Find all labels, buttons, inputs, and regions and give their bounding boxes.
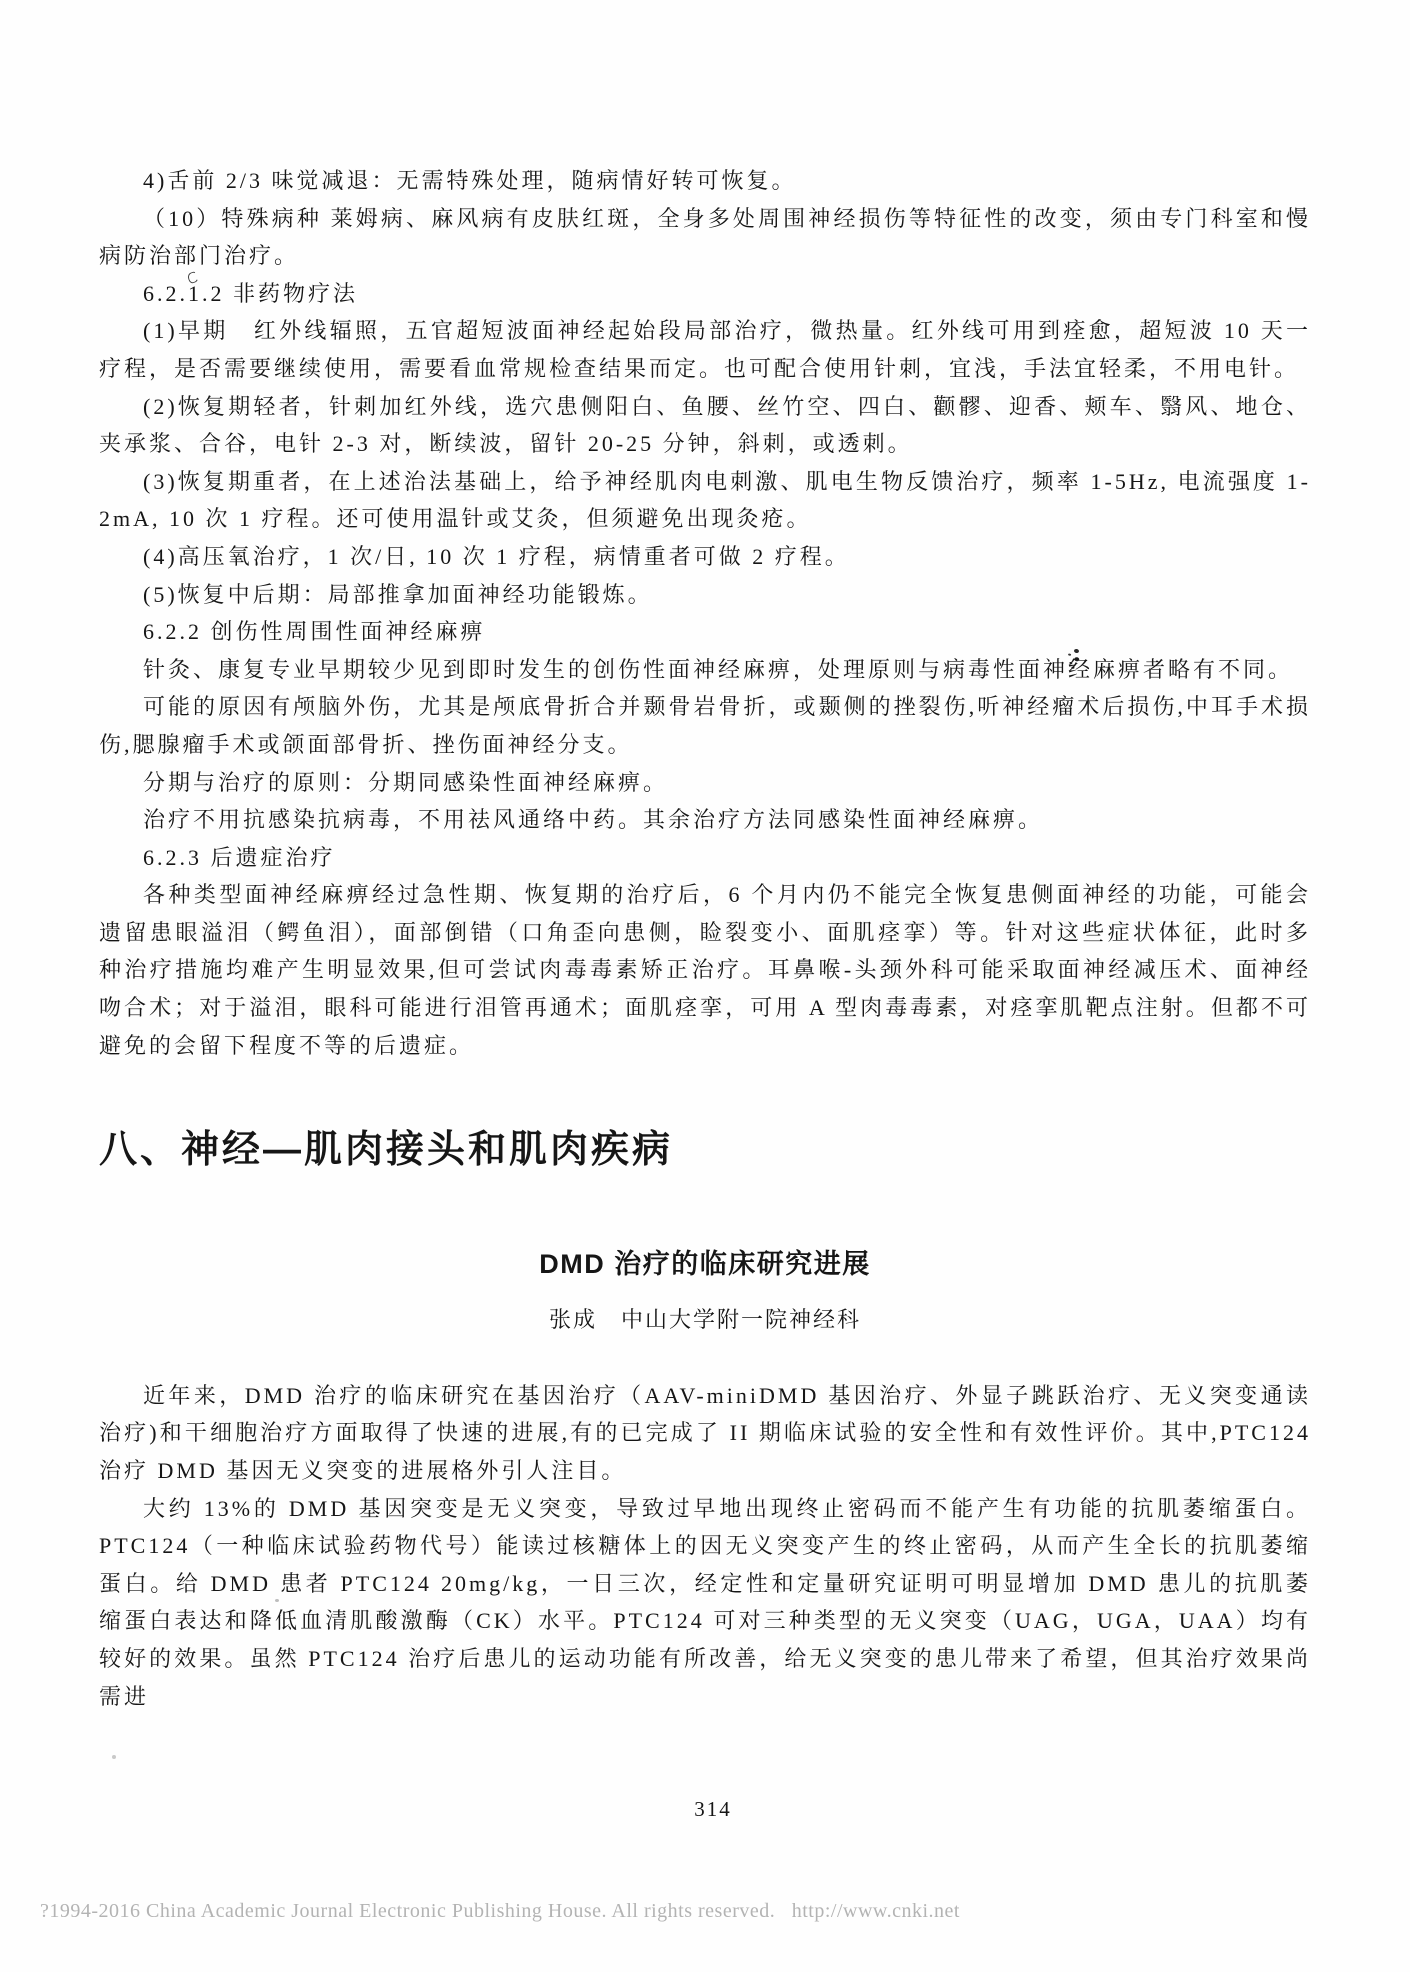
chapter-heading: 八、神经—肌肉接头和肌肉疾病 — [99, 1129, 674, 1172]
ink-smudge-artifact — [1066, 646, 1090, 674]
paragraph: 4)舌前 2/3 味觉减退：无需特殊处理，随病情好转可恢复。 — [143, 168, 797, 193]
faint-dot-artifact — [275, 1599, 279, 1602]
paragraph: 6.2.1.2 非药物疗法 — [143, 280, 359, 306]
paragraph: 分期与治疗的原则：分期同感染性面神经麻痹。 — [143, 769, 669, 795]
text-column — [99, 0, 1311, 1715]
paragraph: 6.2.3 后遗症治疗 — [143, 844, 336, 870]
treatment-section — [99, 162, 1311, 1064]
paragraph: (3)恢复期重者，在上述治法基础上，给予神经肌肉电刺激、肌电生物反馈治疗，频率 1-5Hz, 电流强度 1-2mA, 10 次 1 疗程。还可使用温针或艾灸，但须避免出现灸疮。 — [99, 468, 1311, 532]
paragraph: 近年来，DMD 治疗的临床研究在基因治疗（AAV-miniDMD 基因治疗、外显子跳跃治疗、无义突变通读治疗)和干细胞治疗方面取得了快速的进展,有的已完成了 II 期临床试验的安全性和有效性评价。其中,PTC124 治疗 DMD 基因无义突变的进展格外引人注目。 — [99, 1382, 1311, 1484]
copyright-footer: ?1994-2016 China Academic Journal Electronic Publishing House. All rights reserved. http://www.cnki.net — [40, 1900, 960, 1922]
article-title: DMD 治疗的临床研究进展 — [539, 1249, 871, 1280]
paragraph: 各种类型面神经麻痹经过急性期、恢复期的治疗后，6 个月内仍不能完全恢复患侧面神经的功能，可能会遗留患眼溢泪（鳄鱼泪），面部倒错（口角歪向患侧，睑裂变小、面肌痉挛）等。针对这些症状体征，此时多种治疗措施均难产生明显效果,但可尝试肉毒毒素矫正治疗。耳鼻喉-头颈外科可能采取面神经减压术、面神经吻合术；对于溢泪，眼科可能进行泪管再通术；面肌痉挛，可用 A 型肉毒毒素，对痉挛肌靶点注射。但都不可避免的会留下程度不等的后遗症。 — [99, 882, 1311, 1058]
paragraph: 大约 13%的 DMD 基因突变是无义突变，导致过早地出现终止密码而不能产生有功能的抗肌萎缩蛋白。PTC124（一种临床试验药物代号）能读过核糖体上的因无义突变产生的终止密码，从而产生全长的抗肌萎缩蛋白。给 DMD 患者 PTC124 20mg/kg，一日三次，经定性和定量研究证明可明显增加 DMD 患儿的抗肌萎缩蛋白表达和降低血清肌酸激酶（CK）水平。PTC124 可对三种类型的无义突变（UAG，UGA，UAA）均有较好的效果。虽然 PTC124 治疗后患儿的运动功能有所改善，给无义突变的患儿带来了希望，但其治疗效果尚需进 — [99, 1495, 1311, 1709]
paragraph: 可能的原因有颅脑外伤，尤其是颅底骨折合并颞骨岩骨折，或颞侧的挫裂伤,听神经瘤术后损伤,中耳手术损伤,腮腺瘤手术或颌面部骨折、挫伤面神经分支。 — [99, 694, 1311, 757]
faint-dot-artifact — [112, 1755, 116, 1759]
paragraph: （10）特殊病种 莱姆病、麻风病有皮肤红斑，全身多处周围神经损伤等特征性的改变，须由专门科室和慢病防治部门治疗。 — [99, 205, 1311, 269]
paragraph: (5)恢复中后期：局部推拿加面神经功能锻炼。 — [143, 581, 653, 607]
paragraph: (4)高压氧治疗，1 次/日, 10 次 1 疗程，病情重者可做 2 疗程。 — [143, 543, 850, 569]
article-byline: 张成 中山大学附一院神经科 — [548, 1307, 861, 1333]
paragraph: (1)早期 红外线辐照，五官超短波面神经起始段局部治疗，微热量。红外线可用到痊愈，超短波 10 天一疗程，是否需要继续使用，需要看血常规检查结果而定。也可配合使用针刺，宜浅，手法宜轻柔，不用电针。 — [99, 318, 1311, 381]
page-number: 314 — [694, 1797, 732, 1821]
paragraph: (2)恢复期轻者，针刺加红外线，选穴患侧阳白、鱼腰、丝竹空、四白、颧髎、迎香、颊车、翳风、地仓、夹承浆、合谷，电针 2-3 对，断续波，留针 20-25 分钟，斜刺，或透刺。 — [99, 393, 1311, 457]
article-body — [99, 1377, 1311, 1715]
paragraph: 治疗不用抗感染抗病毒，不用祛风通络中药。其余治疗方法同感染性面神经麻痹。 — [143, 807, 1044, 833]
paragraph: 针灸、康复专业早期较少见到即时发生的创伤性面神经麻痹，处理原则与病毒性面神经麻痹者略有不同。 — [143, 656, 1294, 682]
paragraph: 6.2.2 创伤性周围性面神经麻痹 — [143, 619, 486, 645]
